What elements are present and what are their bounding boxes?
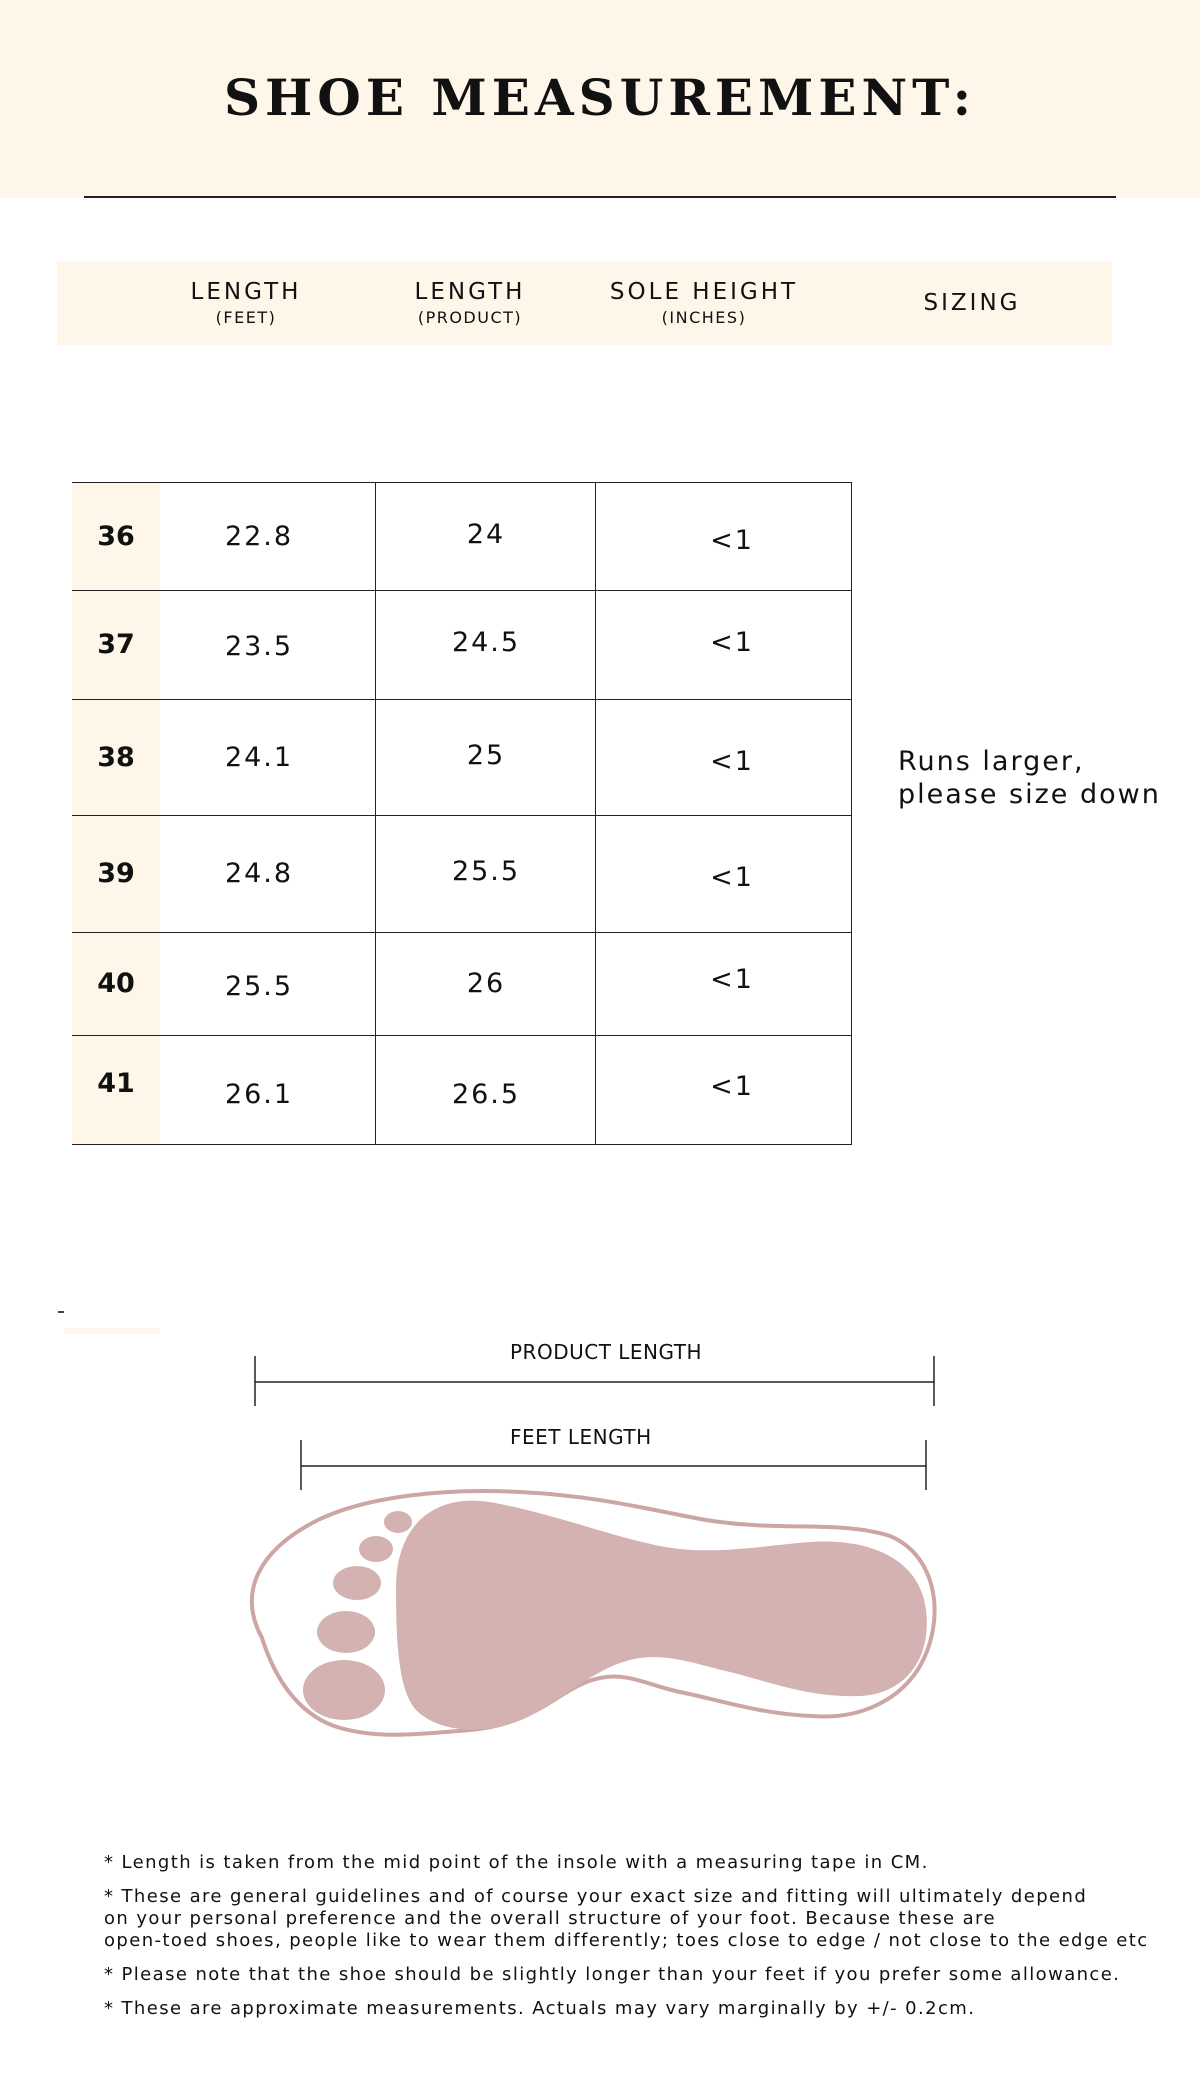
table-row-size: 39 [97, 858, 135, 889]
column-header-sub: (PRODUCT) [417, 308, 523, 327]
stray-dash [58, 1311, 64, 1313]
table-cell-feet-length: 24.8 [224, 858, 294, 889]
column-header-sole-height [585, 261, 823, 345]
table-cell-sole-height: <1 [710, 627, 754, 658]
table-row-size: 37 [97, 629, 135, 660]
feet-length-label: FEET LENGTH [510, 1425, 652, 1449]
column-header-sub: (INCHES) [661, 308, 747, 327]
table-column-divider [851, 482, 852, 1144]
table-cell-sole-height: <1 [710, 524, 754, 556]
column-header-label: LENGTH [414, 279, 526, 305]
toe-second [317, 1611, 375, 1653]
table-cell-feet-length: 22.8 [224, 520, 294, 552]
foot-diagram [0, 1320, 1200, 1760]
column-header-sub: (FEET) [215, 308, 277, 327]
table-row-size: 41 [97, 1068, 135, 1099]
table-cell-sole-height: <1 [710, 745, 754, 777]
toe-big [303, 1660, 385, 1720]
table-row-size: 38 [97, 741, 135, 773]
column-header-label: SIZING [923, 290, 1021, 316]
size-table [72, 480, 852, 1144]
page-title: SHOE MEASUREMENT: [223, 68, 977, 127]
sizing-note-text: Runs larger, please size down [898, 746, 1161, 810]
table-cell-feet-length: 23.5 [224, 631, 294, 662]
footnote: * Please note that the shoe should be slightly longer than your feet if you prefer some allowance. [104, 1964, 1121, 1985]
table-cell-product-length: 26.5 [451, 1079, 521, 1110]
table-cell-product-length: 24 [466, 518, 506, 550]
table-cell-product-length: 26 [466, 968, 506, 999]
toe-little [384, 1511, 412, 1533]
table-column-divider [595, 482, 596, 1144]
table-cell-product-length: 25.5 [451, 856, 521, 887]
table-cell-feet-length: 25.5 [224, 971, 294, 1002]
column-header-feet-length [160, 261, 332, 345]
column-header-label: SOLE HEIGHT [609, 279, 799, 305]
table-cell-product-length: 25 [466, 739, 506, 771]
table-cell-product-length: 24.5 [451, 627, 521, 658]
table-cell-feet-length: 26.1 [224, 1079, 294, 1110]
table-cell-feet-length: 24.1 [224, 741, 294, 773]
column-header-product-length [380, 261, 560, 345]
footnotes [104, 1852, 1194, 2032]
column-header-band [57, 261, 1112, 345]
column-header-sizing [897, 261, 1047, 345]
table-row-size: 40 [97, 968, 135, 999]
table-cell-sole-height: <1 [710, 964, 754, 995]
table-row-size: 36 [97, 520, 135, 552]
product-length-label: PRODUCT LENGTH [510, 1340, 703, 1364]
sizing-note [898, 745, 1188, 811]
footnote: * Length is taken from the mid point of the insole with a measuring tape in CM. [104, 1852, 929, 1873]
footnote: * These are approximate measurements. Actuals may vary marginally by +/- 0.2cm. [104, 1998, 976, 2019]
toe-third [333, 1566, 381, 1600]
footnote: * These are general guidelines and of course your exact size and fitting will ultimately depend on your personal preference and the overall structure of your foot. Because these are open-toed shoes, people like to wear them differently; toes close to edge / not close to the edge etc [104, 1886, 1149, 1951]
foot-diagram-svg [0, 1320, 1200, 1760]
table-cell-sole-height: <1 [710, 862, 754, 893]
title-divider [84, 196, 1116, 198]
table-cell-sole-height: <1 [710, 1071, 754, 1102]
foot-shape [396, 1501, 927, 1730]
toe-fourth [359, 1536, 393, 1562]
column-header-label: LENGTH [190, 279, 302, 305]
table-column-divider [375, 482, 376, 1144]
